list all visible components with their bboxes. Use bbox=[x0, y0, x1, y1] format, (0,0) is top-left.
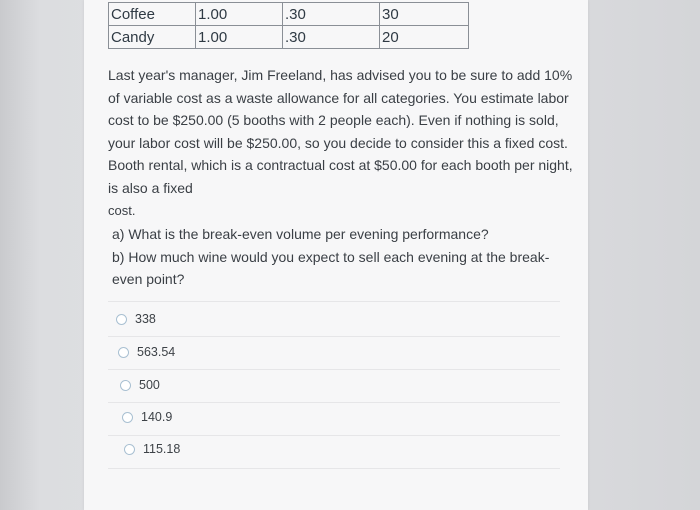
item-cell: Candy bbox=[109, 26, 196, 49]
option-label: 563.54 bbox=[137, 345, 176, 359]
variable-cost-cell: .30 bbox=[283, 3, 380, 26]
quantity-cell: 30 bbox=[380, 3, 469, 26]
radio-button-icon[interactable] bbox=[120, 380, 131, 391]
question-paragraph: Last year's manager, Jim Freeland, has advised you to be sure to add 10% of variable cost as a waste allowance for all categories. You estimate labor cost to be $250.00 (5 booths with 2 people each). Even if nothing is sold, your labor cost will be $250.00, so you decide to consider this a fixed cost. Booth rental, which is a contractual cost at $50.00 for each booth per night, is also a fixed bbox=[108, 67, 573, 196]
option-label: 500 bbox=[139, 378, 160, 392]
options-divider bbox=[108, 369, 560, 370]
answer-option[interactable] bbox=[120, 378, 160, 392]
question-text bbox=[108, 64, 574, 291]
radio-button-icon[interactable] bbox=[124, 444, 135, 455]
options-divider bbox=[108, 402, 560, 403]
answer-option[interactable] bbox=[122, 410, 172, 424]
question-part-b: b) How much wine would you expect to sell each evening at the break-even point? bbox=[112, 248, 550, 287]
quantity-cell: 20 bbox=[380, 26, 469, 49]
variable-cost-cell: .30 bbox=[283, 26, 380, 49]
item-cell: Coffee bbox=[109, 3, 196, 26]
table-row bbox=[109, 26, 469, 49]
question-line-cost: cost. bbox=[108, 203, 136, 218]
radio-button-icon[interactable] bbox=[122, 412, 133, 423]
table-row bbox=[109, 3, 469, 26]
price-cell: 1.00 bbox=[196, 3, 283, 26]
radio-button-icon[interactable] bbox=[116, 314, 127, 325]
option-label: 140.9 bbox=[141, 410, 173, 424]
options-divider bbox=[108, 301, 560, 302]
options-divider bbox=[108, 468, 560, 469]
price-cell: 1.00 bbox=[196, 26, 283, 49]
option-label: 338 bbox=[135, 312, 156, 326]
radio-button-icon[interactable] bbox=[118, 347, 129, 358]
option-label: 115.18 bbox=[143, 442, 181, 456]
answer-option[interactable] bbox=[124, 442, 180, 456]
answer-option[interactable] bbox=[118, 345, 175, 359]
options-divider bbox=[108, 336, 560, 337]
answer-option[interactable] bbox=[116, 312, 156, 326]
options-divider bbox=[108, 435, 560, 436]
cost-table bbox=[108, 2, 469, 49]
question-part-a: a) What is the break-even volume per evening performance? bbox=[112, 226, 489, 242]
